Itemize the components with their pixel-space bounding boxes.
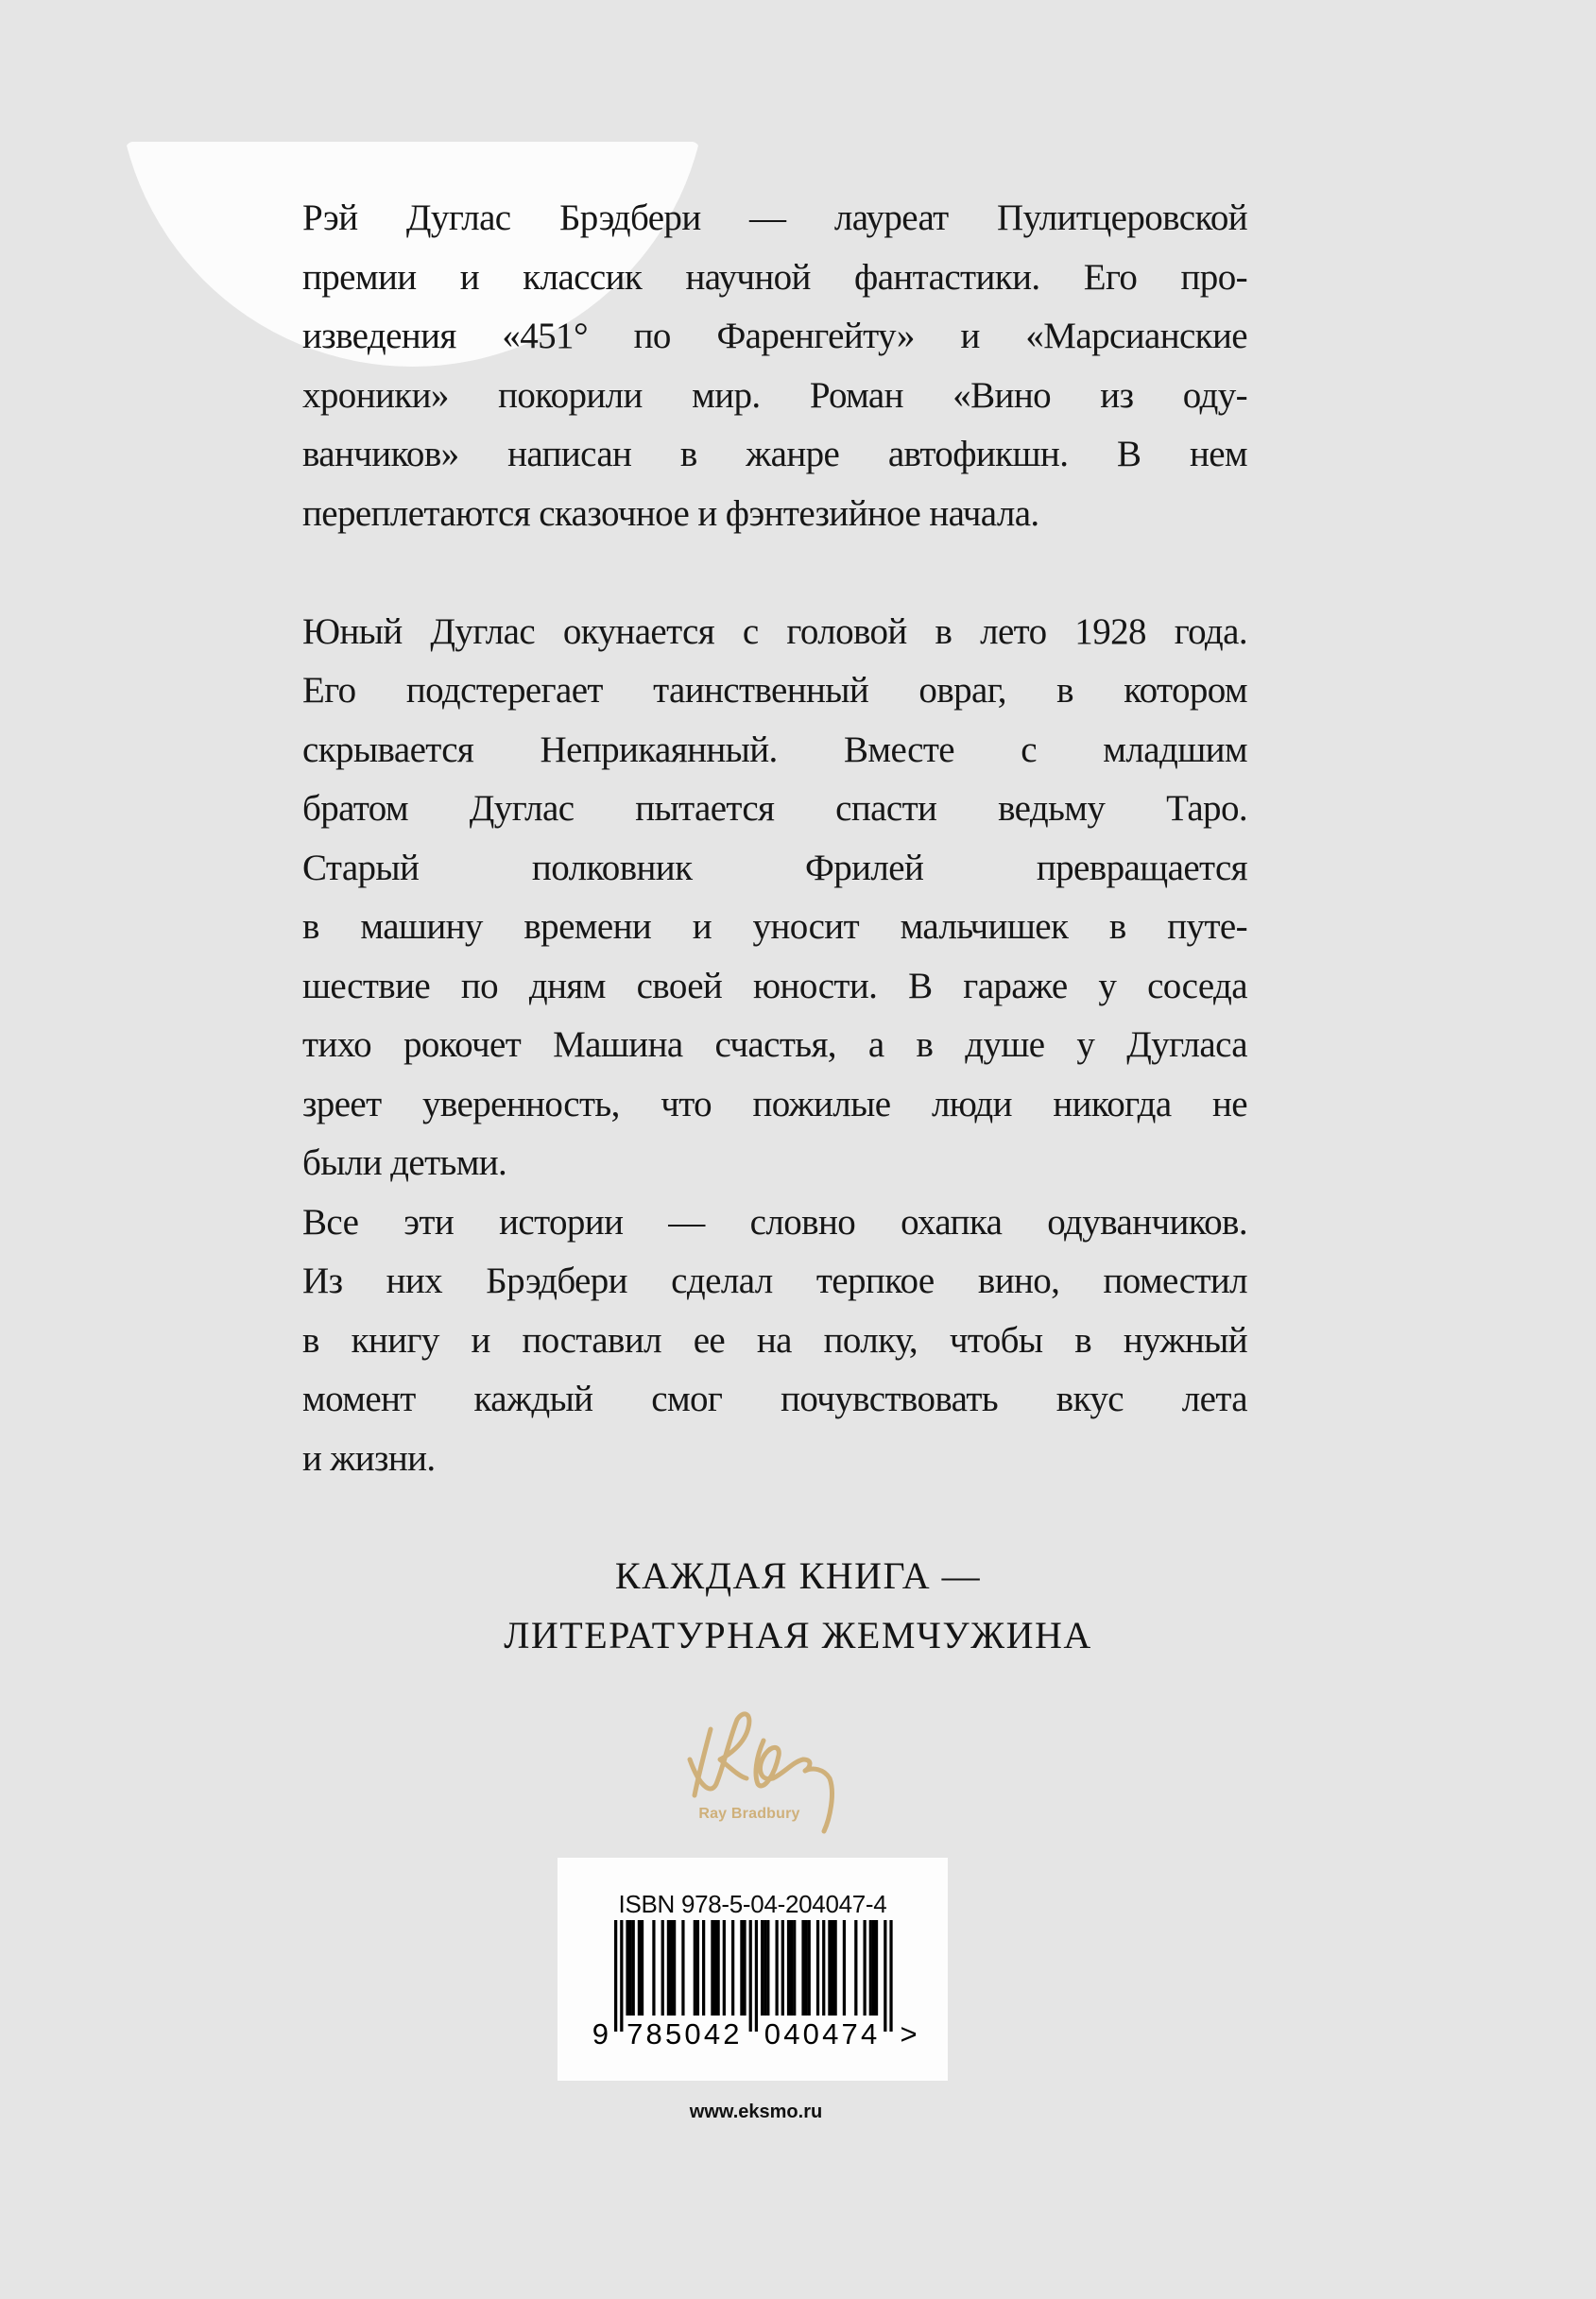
text-line: и жизни.	[302, 1437, 436, 1479]
isbn-barcode	[558, 1858, 948, 2081]
paragraph	[302, 189, 1247, 543]
svg-text:785042: 785042	[626, 2017, 743, 2050]
text-line: скрывается Неприкаянный. Вместе с младшим	[302, 729, 1247, 770]
text-line: Все эти истории — словно охапка одуванчиков.	[302, 1201, 1247, 1243]
back-cover-description	[302, 189, 1247, 1488]
text-line: Из них Брэдбери сделал терпкое вино, поместил	[302, 1261, 1247, 1301]
text-line: момент каждый смог почувствовать вкус лета	[302, 1379, 1247, 1419]
text-line: ванчиков» написан в жанре автофикшн. В нем	[302, 434, 1247, 474]
slogan-line-1: КАЖДАЯ КНИГА —	[614, 1554, 982, 1597]
text-line: зреет уверенность, что пожилые люди никогда не	[302, 1083, 1247, 1124]
barcode-bars	[558, 1920, 948, 2052]
paragraph	[302, 1193, 1247, 1489]
text-line: переплетаются сказочное и фэнтезийное начала.	[302, 492, 1039, 534]
text-line: братом Дуглас пытается спасти ведьму Таро.	[302, 788, 1247, 829]
text-line: премии и классик научной фантастики. Его про-	[302, 256, 1247, 298]
series-slogan	[0, 1546, 1596, 1665]
text-line: Юный Дуглас окунается с головой в лето 1928 года.	[302, 610, 1247, 652]
text-line: Рэй Дуглас Брэдбери — лауреат Пулитцеровской	[302, 197, 1247, 238]
text-line: Старый полковник Фрилей превращается	[302, 847, 1247, 888]
slogan-line-2: ЛИТЕРАТУРНАЯ ЖЕМЧУЖИНА	[504, 1614, 1092, 1656]
publisher-url[interactable]: www.eksmo.ru	[689, 2102, 823, 2122]
text-line: хроники» покорили мир. Роман «Вино из оду-	[302, 374, 1247, 416]
text-line: изведения «451° по Фаренгейту» и «Марсианские	[302, 316, 1247, 356]
text-line: в машину времени и уносит мальчишек в путе-	[302, 906, 1247, 947]
svg-text:9: 9	[592, 2017, 609, 2050]
text-line: Его подстерегает таинственный овраг, в котором	[302, 670, 1247, 711]
signature-caption: Ray Bradbury	[698, 1806, 800, 1822]
text-line: шествие по дням своей юности. В гараже у соседа	[302, 965, 1247, 1006]
paragraph	[302, 603, 1247, 1193]
isbn-label: ISBN 978-5-04-204047-4	[618, 1890, 887, 1918]
text-line: тихо рокочет Машина счастья, а в душе у Дугласа	[302, 1024, 1247, 1065]
text-line: в книгу и поставил ее на полку, чтобы в нужный	[302, 1319, 1247, 1361]
text-line: были детьми.	[302, 1142, 507, 1183]
svg-text:>: >	[900, 2017, 918, 2050]
svg-text:040474: 040474	[764, 2017, 881, 2050]
